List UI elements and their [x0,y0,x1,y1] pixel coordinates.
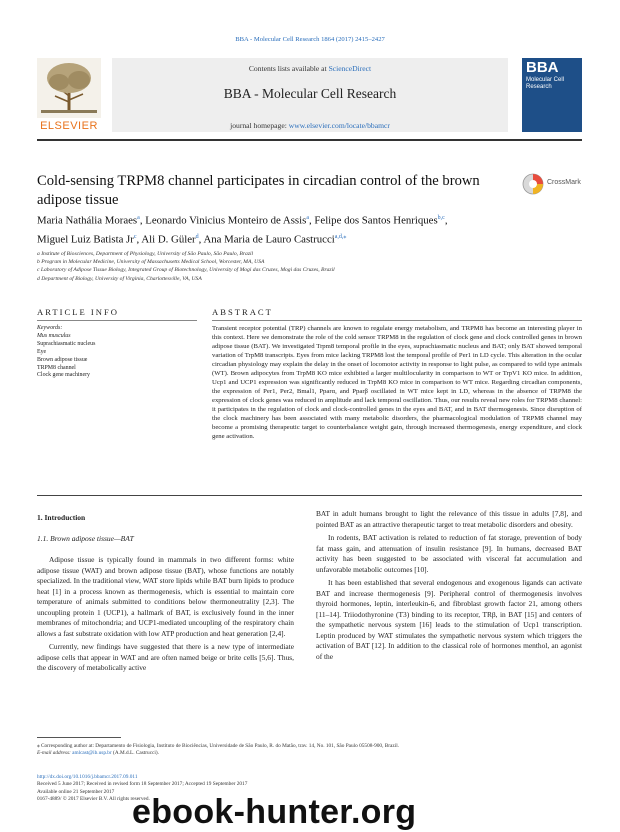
paragraph: BAT in adult humans brought to light the relevance of this tissue in adults [7,8], and pointed BAT as an attractive therapeutic target to treat metabolic disorders and obesity. [316,509,582,529]
publisher-name: ELSEVIER [40,120,98,132]
bat-subheading: 1.1. Brown adipose tissue—BAT [37,534,134,543]
contents-prefix: Contents lists available at [248,64,329,73]
footnote [37,743,582,758]
header-rule [37,139,582,141]
paragraph: It has been established that several endogenous and exogenous ligands can activate BAT and increase thermogenesis [9]. Peripheral control of thermogenesis involves thyroid hormones, leptin, interleukin-6, and fibroblast growth factor 21, among others [11–14]. Triiodothyronine (T3) binding to its receptor, TRβ, in BAT [15] and centers of the sympathetic nervous system [16] leads to the stimulation of Ucp1 transcription. Leptin produced by WAT stimulates the sympathetic nervous system which triggers the activation of BAT [12]. In addition to the classical role of hormones menthol, an agonist of the [316,578,582,661]
sciencedirect-link[interactable]: ScienceDirect [328,64,372,73]
homepage-prefix: journal homepage: [230,121,289,130]
dates-line: Received 5 June 2017; Received in revised form 18 September 2017; Accepted 19 September 2017 [37,781,248,788]
author-list: Maria Nathália Moraes$^a$, Leonardo Vinicius Monteiro de Assis$^a$, Felipe dos Santos Henriques$^{b,c}$, Miguel Luiz Batista Jr$^c$, Ali D. Güler$^d$, Ana Maria de Lauro Castrucci$^{a,d,⁎}$ [37,214,448,246]
email-label: E-mail address: [37,750,73,757]
contents-line [112,64,508,73]
affiliation: a Institute of Biosciences, Department of Physiology, University of São Paulo, São Paulo, Brazil [37,251,254,257]
right-column [316,509,582,662]
crossmark-icon [522,173,544,195]
cover-title: BBA [526,59,559,76]
footnote-rule [37,737,121,738]
author-name[interactable]: Leonardo Vinicius Monteiro de Assis [145,214,307,227]
keyword: TRPM8 channel [37,364,76,371]
watermark: ebook-hunter.org [132,793,417,831]
crossmark-label: CrossMark [547,179,581,186]
online-line: Available online 21 September 2017 [37,788,115,795]
abstract-heading: ABSTRACT [212,307,273,317]
corresponding-author: ⁎ Corresponding author at: Departamento de Fisiologia, Instituto de Biociências, Universidade de São Paulo, R. do Matão, trav. 14, No. 101, São Paulo 05508-900, Brazil. [37,743,399,749]
journal-name: BBA - Molecular Cell Research [223,86,397,101]
keyword: Eye [37,348,47,355]
author-affil-sup[interactable]: a [137,215,140,221]
introduction-heading: 1. Introduction [37,513,86,522]
copyright-line: 0167-4889/ © 2017 Elsevier B.V. All rights reserved. [37,795,150,802]
affiliation: d Department of Biology, University of Virginia, Charlottesville, VA, USA [37,275,202,282]
author-affil-sup[interactable]: c [133,233,137,240]
affiliations [37,250,582,283]
divider [212,320,582,321]
homepage-line [112,121,508,130]
author-name[interactable]: Miguel Luiz Batista Jr [37,233,134,246]
author-name[interactable]: Maria Nathália Moraes [37,214,138,227]
crossmark-badge[interactable] [522,173,582,195]
author-name[interactable]: Felipe dos Santos Henriques [314,214,438,227]
author-name[interactable]: Ana Maria de Lauro Castrucci [203,233,335,246]
author-affil-sup[interactable]: a,d,⁎ [334,233,347,240]
keywords-block [37,325,197,380]
doi-link[interactable]: http://dx.doi.org/10.1016/j.bbamcr.2017.09.011 [37,774,138,780]
keyword: Clock gene machinery [37,372,90,379]
affiliation: b Program in Molecular Medicine, University of Massachusetts Medical School, Worcester, MA, USA [37,259,265,266]
cover-subtitle: Molecular Cell Research [526,77,565,90]
author-affil-sup[interactable]: b,c [437,215,445,221]
article-info-heading: ARTICLE INFO [37,307,119,317]
keyword: Brown adipose tissue [37,356,88,363]
homepage-link[interactable]: www.elsevier.com/locate/bbamcr [288,121,390,130]
section-rule [37,495,582,496]
email-link[interactable]: amlcast@ib.usp.br [72,750,112,757]
paragraph: Adipose tissue is typically found in mammals in two different forms: white adipose tissue (WAT) and brown adipose tissue (BAT), whose functions are notably specialized. In the traditional view, WAT store lipids while BAT burn lipids to produce heat [1] in a process known as thermogenesis, which is essential to maintain core temperature of animals submitted to conditions below thermoneutrality [2,3]. The uncoupling protein 1 (UCP1), a hallmark of BAT, is exclusively found in the inner membranes of mitochondria; and UCP1-mediated uncoupling of the respiratory chain allows a fast substrate oxidation with low ATP production and heat generation [2,4]. [37,555,294,638]
paragraph: Currently, new findings have suggested that there is a new type of intermediate adipose cells that appear in WAT and are often named beige or brite cells [5,6]. Thus, the discovery of metabolically active [37,642,294,672]
affiliation: c Laboratory of Adipose Tissue Biology, Integrated Group of Biotechnology, University of Mogi das Cruzes, Mogi das Cruzes, Brazil [37,267,335,274]
left-column [37,555,294,674]
keyword: Suprachiasmatic nucleus [37,340,96,347]
email-suffix: (A.M.d.L. Castrucci). [111,750,159,757]
keyword: Mus musculus [37,332,71,339]
article-title: Cold-sensing TRPM8 channel participates in circadian control of the brown adipose tissue [37,173,480,208]
abstract-text: Transient receptor potential (TRP) channels are known to regulate energy metabolism, and TRPM8 has become an interesting player in this context. Here we demonstrate the role of the cold sensor TRPM8 in the regulation of clock gene and clock controlled genes in brown adipose tissue (BAT). We investigated Trpm8 temporal profile in the eyes, suprachiasmatic nucleus and BAT; only BAT showed temporal variation of TrpM8 transcripts. Eyes from mice lacking TRPM8 lost the temporal profile of Per1 in LD cycle. This alteration in the ocular circadian physiology may explain the delay in the onset of locomotor activity in response to light pulse, as compared to wild type animals (WT). Brown adipocytes from TrpM8 KO mice exhibited a larger multilocularity in comparison to WT or TrpV1 KO mice. In addition, Ucp1 and UCP1 expression was significantly reduced in TrpM8 KO mice in comparison to WT mice. Regarding circadian components, the expression of Per1, Per2, Bmal1, Pparα, and Pparβ oscillated in WT mice kept in LD, whereas in the absence of TRPM8 the expression of clock genes was reduced in amplitude and lack temporal oscillation. Thus, our results reveal new roles for TRPM8 channel: it participates in the regulation of clock and clock-controlled genes in the eyes and BAT, and in BAT thermogenesis. Since disruption of the clock machinery has been associated with many metabolic disorders, the pharmacological modulation of TRPM8 channel may become a promising therapeutic target to counterbalance weight gain, through increased thermogenesis, energy expenditure, and clock gene activation. [212,325,582,440]
paragraph: In rodents, BAT activation is related to reduction of fat storage, prevention of body fat mass gain, and attenuation of insulin resistance [9]. In humans, decreased BAT activity has been suggested to be associated with visceral fat accumulation and unfavorable metabolic outcomes [10]. [316,533,582,574]
divider [37,320,197,321]
author-affil-sup[interactable]: a [306,215,309,221]
author-affil-sup[interactable]: d [195,233,199,240]
keywords-label: Keywords: [37,325,63,331]
journal-citation[interactable]: BBA - Molecular Cell Research 1864 (2017) 2415–2427 [235,36,385,43]
author-name[interactable]: Ali D. Güler [141,233,196,246]
